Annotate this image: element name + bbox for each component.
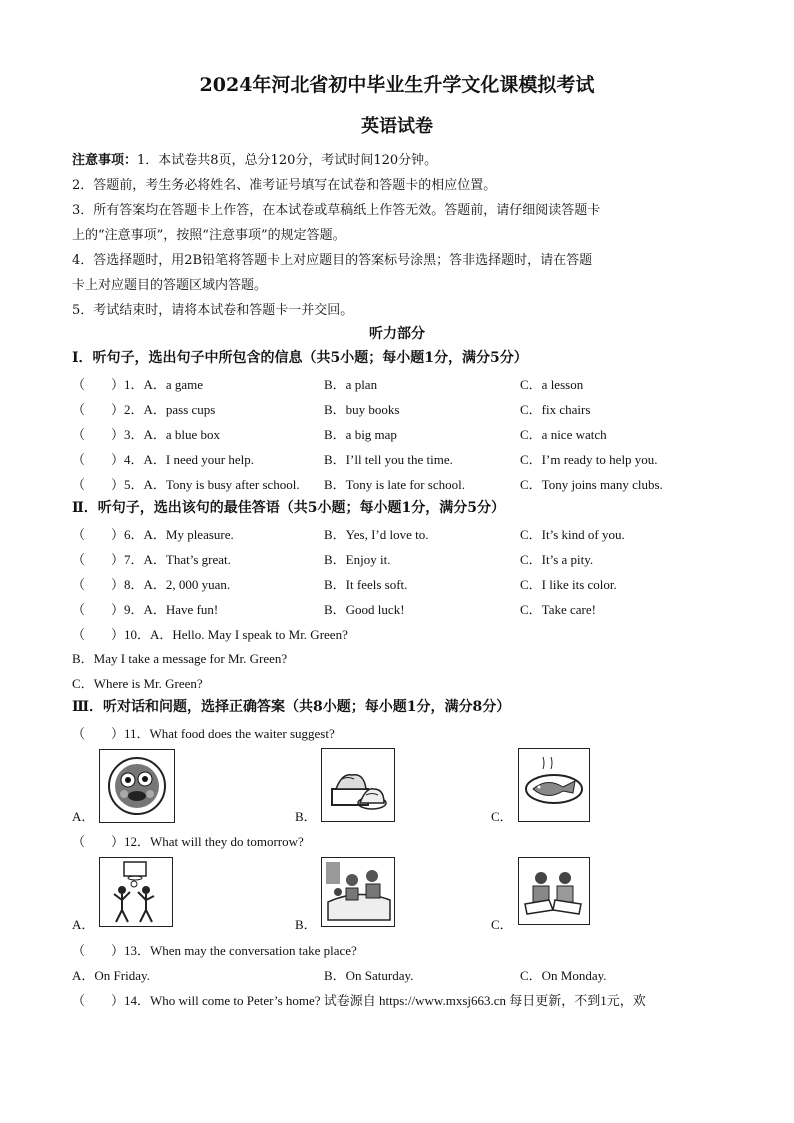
q13-option-a: A．On Friday. <box>72 968 150 983</box>
question-row: （ ）5．A．Tony is busy after school. B．Tony is late for school. C．Tony joins many clubs. <box>72 477 663 492</box>
notes-line-5: 4．答选择题时，用2B铅笔将答题卡上对应题目的答案标号涂黑；答非选择题时，请在答题 <box>72 253 593 268</box>
notes-line-2: 2．答题前，考生务必将姓名、准考证号填写在试卷和答题卡的相应位置。 <box>72 178 497 193</box>
q12-label-b: B． <box>295 917 317 932</box>
kids-drawing-image <box>518 857 590 925</box>
question-row: （ ）10．A．Hello. May I speak to Mr. Green? <box>72 627 348 642</box>
notes-line-4: 上的“注意事项”，按照“注意事项”的规定答题。 <box>72 228 346 243</box>
q11-label-a: A． <box>72 809 95 824</box>
plate-of-food-image <box>99 749 175 823</box>
q11-label-c: C． <box>491 809 513 824</box>
notes-line-6: 卡上对应题目的答题区域内答题。 <box>72 278 268 293</box>
q11-label-b: B． <box>295 809 317 824</box>
section-2-heading: Ⅱ．听句子，选出该句的最佳答语（共5小题；每小题1分，满分5分） <box>72 500 506 516</box>
question-13: （ ）13．When may the conversation take place? <box>72 943 357 958</box>
question-row: （ ）8．A．2, 000 yuan. B．It feels soft. C．I like its color. <box>72 577 617 592</box>
q13-option-c: C．On Monday. <box>520 968 607 983</box>
notes-heading: 注意事项： <box>72 153 138 168</box>
notes-line-1: 注意事项：1．本试卷共8页，总分120分，考试时间120分钟。 <box>72 153 438 168</box>
dumplings-image <box>321 748 395 822</box>
question-row: （ ）7．A．That’s great. B．Enjoy it. C．It’s a pity. <box>72 552 594 567</box>
notes-line-7: 5．考试结束时，请将本试卷和答题卡一并交回。 <box>72 303 354 318</box>
question-row: （ ）6．A．My pleasure. B．Yes, I’d love to. C．It’s kind of you. <box>72 527 625 542</box>
notes-line-3: 3．所有答案均在答题卡上作答，在本试卷或草稿纸上作答无效。答题前，请仔细阅读答题卡 <box>72 203 601 218</box>
family-in-bed-image <box>321 857 395 927</box>
question-row: （ ）3．A．a blue box B．a big map C．a nice watch <box>72 427 607 442</box>
question-row: （ ）1．A．a game B．a plan C．a lesson <box>72 377 584 392</box>
q10-option-b: B．May I take a message for Mr. Green? <box>72 651 288 666</box>
q10-option-c: C．Where is Mr. Green? <box>72 676 203 691</box>
question-row: （ ）2．A．pass cups B．buy books C．fix chairs <box>72 402 591 417</box>
question-12: （ ）12．What will they do tomorrow? <box>72 834 304 849</box>
question-11: （ ）11．What food does the waiter suggest? <box>72 726 335 741</box>
listening-heading: 听力部分 <box>369 326 425 342</box>
question-row: （ ）4．A．I need your help. B．I’ll tell you the time. C．I’m ready to help you. <box>72 452 658 467</box>
section-3-heading: Ⅲ．听对话和问题，选择正确答案（共8小题；每小题1分，满分8分） <box>72 699 511 715</box>
question-14: （ ）14．Who will come to Peter’s home? 试卷源自 https://www.mxsj663.cn 每日更新，不到1元，欢 <box>72 993 646 1008</box>
section-1-heading: Ⅰ．听句子，选出句子中所包含的信息（共5小题；每小题1分，满分5分） <box>72 350 528 366</box>
q12-label-c: C． <box>491 917 513 932</box>
q12-label-a: A． <box>72 917 95 932</box>
fish-dish-image <box>518 748 590 822</box>
exam-title: 2024年河北省初中毕业生升学文化课模拟考试 <box>199 74 595 96</box>
question-row: （ ）9．A．Have fun! B．Good luck! C．Take care! <box>72 602 596 617</box>
basketball-image <box>99 857 173 927</box>
exam-subtitle: 英语试卷 <box>361 116 433 137</box>
q13-option-b: B．On Saturday. <box>324 968 414 983</box>
